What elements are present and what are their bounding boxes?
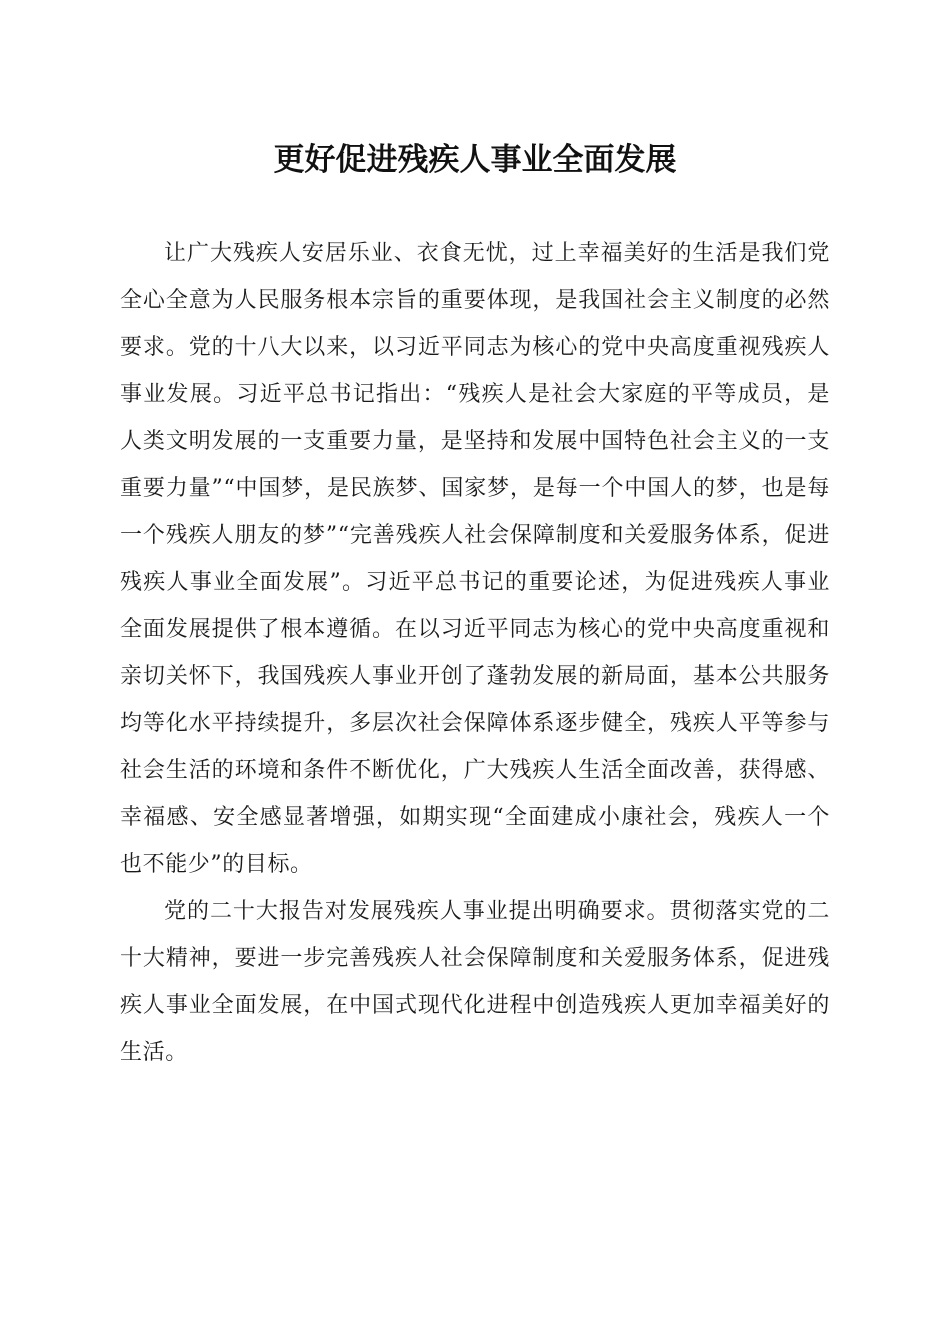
paragraph-2: 党的二十大报告对发展残疾人事业提出明确要求。贯彻落实党的二十大精神，要进一步完善残疾人社会保障制度和关爱服务体系，促进残疾人事业全面发展，在中国式现代化进程中创造残疾人更加幸福美好的生活。 <box>120 899 830 1065</box>
document-title: 更好促进残疾人事业全面发展 <box>273 142 677 178</box>
document-body <box>120 230 830 1076</box>
paragraph-1: 让广大残疾人安居乐业、衣食无忧，过上幸福美好的生活是我们党全心全意为人民服务根本宗旨的重要体现，是我国社会主义制度的必然要求。党的十八大以来，以习近平同志为核心的党中央高度重视残疾人事业发展。习近平总书记指出：“残疾人是社会大家庭的平等成员，是人类文明发展的一支重要力量，是坚持和发展中国特色社会主义的一支重要力量”“中国梦，是民族梦、国家梦，是每一个中国人的梦，也是每一个残疾人朋友的梦”“完善残疾人社会保障制度和关爱服务体系，促进残疾人事业全面发展”。习近平总书记的重要论述，为促进残疾人事业全面发展提供了根本遵循。在以习近平同志为核心的党中央高度重视和亲切关怀下，我国残疾人事业开创了蓬勃发展的新局面，基本公共服务均等化水平持续提升，多层次社会保障体系逐步健全，残疾人平等参与社会生活的环境和条件不断优化，广大残疾人生活全面改善，获得感、幸福感、安全感显著增强，如期实现“全面建成小康社会，残疾人一个也不能少”的目标。 <box>120 241 830 877</box>
